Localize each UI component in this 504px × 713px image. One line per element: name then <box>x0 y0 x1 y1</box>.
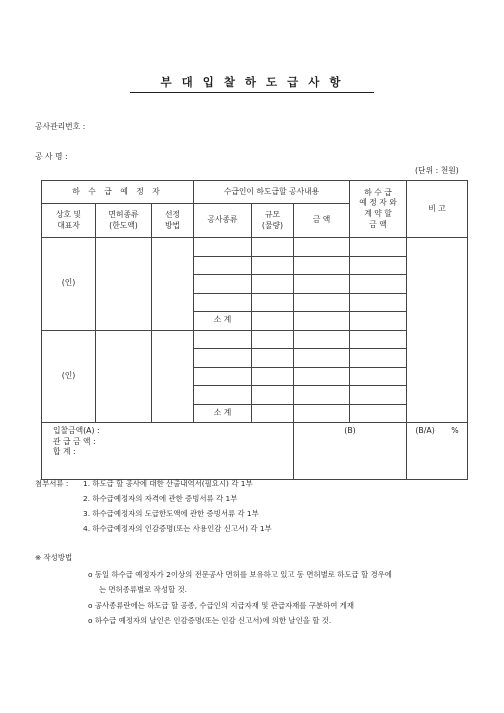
ratio-label: (B/A) <box>415 426 435 435</box>
header-contract-amount-line: 하 수 급 <box>364 187 392 197</box>
scale-cell <box>252 386 294 405</box>
scale-cell <box>252 275 294 294</box>
title-underline <box>130 92 374 93</box>
b-amount-cell <box>294 423 407 480</box>
bid-amount-label: 입찰금액(A) : <box>53 426 100 435</box>
subheader-line: (물량) <box>261 220 284 230</box>
totals-labels <box>42 423 294 480</box>
b-label: (B) <box>344 426 356 435</box>
seal-cell: (인) <box>42 238 96 331</box>
subheader-line: 선정 <box>164 209 181 219</box>
amount-cell <box>294 312 350 331</box>
license-cell <box>96 238 152 331</box>
work-type-cell <box>194 275 252 294</box>
header-contract-amount-line: 금 액 <box>369 219 387 229</box>
selection-cell <box>152 330 194 423</box>
contract-amount-cell <box>350 367 407 386</box>
attachment-item: 1. 하도급 할 공사에 대한 산출내역서(필요시) 각 1부 <box>83 479 253 488</box>
subheader-line: 대표자 <box>57 220 80 230</box>
total-label: 합 계 : <box>53 447 76 457</box>
amount-cell <box>294 386 350 405</box>
subheader-work-type: 공사종류 <box>194 204 252 238</box>
header-contract-amount-line: 예 정 자 와 <box>359 198 397 208</box>
totals-row <box>42 423 468 480</box>
attachment-item: 3. 하수급예정자의 도급한도액에 관한 증빙서류 각 1부 <box>83 509 259 518</box>
work-type-cell <box>194 367 252 386</box>
seal-cell: (인) <box>42 330 96 423</box>
contract-amount-cell <box>350 256 407 275</box>
attachments-label: 첨부서류 : <box>35 479 69 488</box>
scale-cell <box>252 293 294 312</box>
project-name-label: 공 사 명 : <box>35 152 68 161</box>
amount-cell <box>294 330 350 349</box>
work-type-cell <box>194 293 252 312</box>
header-contract-amount <box>350 181 407 238</box>
attachment-item: 4. 하수급예정자의 인감증명(또는 사용인감 신고서) 각 1부 <box>83 524 272 533</box>
subheader-company-rep <box>42 204 96 238</box>
contract-amount-cell <box>350 349 407 368</box>
selection-cell <box>152 238 194 331</box>
table-row <box>42 238 468 257</box>
subheader-line: (한도액) <box>109 220 138 230</box>
work-type-cell <box>194 256 252 275</box>
contract-amount-cell <box>350 312 407 331</box>
scale-cell <box>252 256 294 275</box>
work-type-cell <box>194 349 252 368</box>
document-title: 부 대 입 찰 하 도 급 사 항 <box>160 75 344 89</box>
scale-cell <box>252 238 294 257</box>
scale-cell <box>252 312 294 331</box>
subheader-amount: 금 액 <box>294 204 350 238</box>
government-supply-label: 관 급 금 액 : <box>53 436 96 446</box>
subheader-selection-method <box>152 204 194 238</box>
scale-cell <box>252 404 294 423</box>
header-contract-amount-line: 계 약 할 <box>364 209 392 218</box>
subheader-line: 상호 및 <box>55 209 82 219</box>
license-cell <box>96 330 152 423</box>
contract-amount-cell <box>350 293 407 312</box>
contract-amount-cell <box>350 238 407 257</box>
attachment-item: 2. 하수급예정자의 자격에 관한 증빙서류 각 1부 <box>83 494 238 503</box>
subheader-license <box>96 204 152 238</box>
subheader-line: 규모 <box>264 209 281 219</box>
scale-cell <box>252 330 294 349</box>
amount-cell <box>294 256 350 275</box>
remarks-cell <box>407 238 468 423</box>
contract-amount-cell <box>350 275 407 294</box>
work-type-cell <box>194 330 252 349</box>
subtotal-label: 소 계 <box>194 404 252 423</box>
subheader-line: 방법 <box>164 220 181 230</box>
scale-cell <box>252 349 294 368</box>
percent-sign: % <box>451 426 459 435</box>
subtotal-label: 소 계 <box>194 312 252 331</box>
amount-cell <box>294 367 350 386</box>
header-subcontractor: 하 수 급 예 정 자 <box>42 181 194 204</box>
subheader-scale <box>252 204 294 238</box>
instructions-heading: ※ 작성방법 <box>35 553 73 562</box>
subheader-line: 면허종류 <box>108 209 139 219</box>
instruction-item-continued: 는 면허종류별로 작성할 것. <box>99 585 187 594</box>
scale-cell <box>252 367 294 386</box>
subcontract-table <box>41 180 468 480</box>
table-row <box>42 330 468 349</box>
amount-cell <box>294 349 350 368</box>
amount-cell <box>294 275 350 294</box>
instruction-item: o 공사종류란에는 하도급 할 공종, 수급인의 지급자재 및 관급자재를 구분하여 게재 <box>88 601 354 610</box>
work-type-cell <box>194 238 252 257</box>
instruction-item: o 동일 하수급 예정자가 2이상의 전문공사 면허를 보유하고 있고 동 면허별로 하도급 할 경우에 <box>88 570 392 579</box>
work-type-cell <box>194 386 252 405</box>
ratio-cell <box>407 423 468 480</box>
amount-cell <box>294 238 350 257</box>
header-contract-content: 수급인이 하도급할 공사내용 <box>194 181 350 204</box>
management-number-label: 공사관리번호 : <box>35 122 86 131</box>
contract-amount-cell <box>350 404 407 423</box>
amount-cell <box>294 404 350 423</box>
instruction-item: o 하수급 예정자의 날인은 인감증명(또는 인감 신고서)에 의한 날인을 할 것. <box>88 616 332 625</box>
contract-amount-cell <box>350 330 407 349</box>
amount-cell <box>294 293 350 312</box>
contract-amount-cell <box>350 386 407 405</box>
unit-label: (단위 : 천원) <box>415 166 459 175</box>
header-remarks: 비 고 <box>407 181 468 238</box>
